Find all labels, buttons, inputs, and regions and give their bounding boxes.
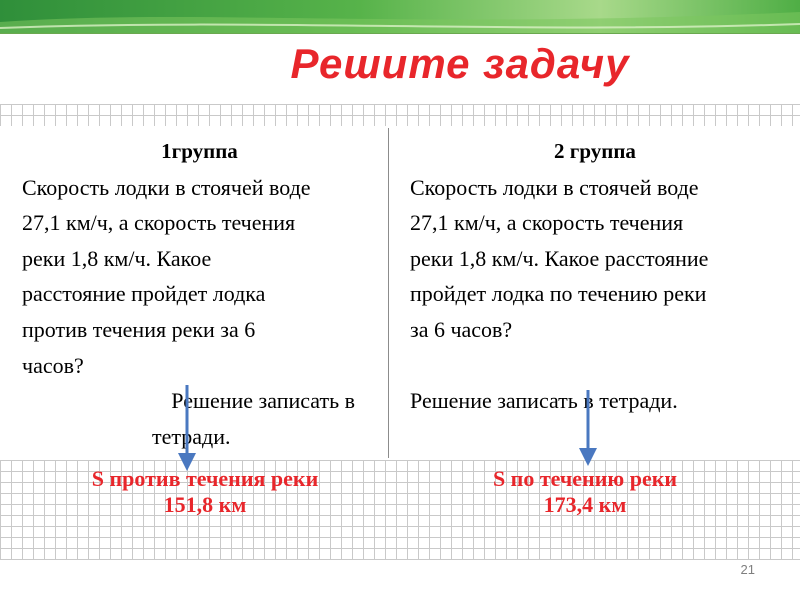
right-answer-value: 173,4 км xyxy=(543,492,627,517)
right-line: Скорость лодки в стоячей воде xyxy=(410,174,699,200)
right-answer xyxy=(410,466,760,518)
left-answer xyxy=(40,466,370,518)
left-answer-value: 151,8 км xyxy=(163,492,247,517)
left-note-line1: Решение записать в xyxy=(171,388,355,414)
left-line: Скорость лодки в стоячей воде xyxy=(22,174,311,200)
right-heading: 2 группа xyxy=(554,139,636,163)
left-line: расстояние пройдет лодка xyxy=(22,281,266,307)
top-green-band xyxy=(0,0,800,34)
right-line: за 6 часов? xyxy=(410,316,513,342)
right-note: Решение записать в тетради. xyxy=(410,388,678,414)
right-answer-label: S по течению реки xyxy=(492,466,678,491)
left-note-line2: тетради. xyxy=(152,423,231,449)
left-line: 27,1 км/ч, а скорость течения xyxy=(22,210,296,236)
right-down-arrow-icon xyxy=(576,390,600,468)
left-down-arrow-icon xyxy=(175,385,199,473)
right-line: реки 1,8 км/ч. Какое расстояние xyxy=(410,245,709,271)
column-divider xyxy=(388,128,389,458)
right-spacer xyxy=(410,348,780,384)
left-line: часов? xyxy=(22,352,84,378)
page-number: 21 xyxy=(740,562,755,577)
left-heading: 1группа xyxy=(161,139,238,163)
right-line: пройдет лодка по течению реки xyxy=(410,281,707,307)
left-answer-label: S против течения реки xyxy=(91,466,319,491)
right-column xyxy=(410,134,780,419)
top-divider-line xyxy=(0,33,800,34)
left-line: против течения реки за 6 xyxy=(22,316,256,342)
grid-strip-top xyxy=(0,104,800,126)
left-line: реки 1,8 км/ч. Какое xyxy=(22,245,212,271)
left-column xyxy=(22,134,377,454)
slide-title: Решите задачу xyxy=(290,40,630,87)
right-line: 27,1 км/ч, а скорость течения xyxy=(410,210,684,236)
